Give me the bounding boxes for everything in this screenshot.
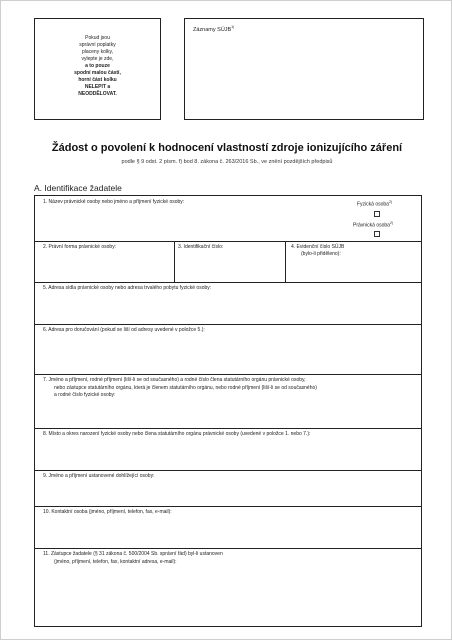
field-10-label: 10. Kontaktní osoba (jméno, příjmení, telefon, fax, e-mail): bbox=[43, 509, 172, 515]
stamp-instructions bbox=[43, 35, 152, 98]
row-divider bbox=[35, 506, 421, 507]
field-9-label: 9. Jméno a příjmení ustanovené dohlížející osoby: bbox=[43, 473, 155, 479]
stamp-line: a to pouze bbox=[85, 63, 110, 69]
field-11-label-line2: (jméno, příjmení, telefon, fax, kontaktní adresa, e-mail): bbox=[54, 558, 177, 565]
row-divider bbox=[35, 324, 421, 325]
stamp-line: horní část kolku bbox=[78, 77, 117, 83]
column-divider bbox=[285, 241, 286, 282]
stamp-line: vylepte je zde, bbox=[81, 56, 114, 62]
field-1-label: 1. Název právnické osoby nebo jméno a příjmení fyzické osoby: bbox=[43, 199, 185, 205]
field-8-label: 8. Místo a okres narození fyzické osoby nebo člena statutárního orgánu právnické osoby (uvedené v položce 1. nebo 7.): bbox=[43, 431, 311, 437]
field-3-label: 3. Identifikační číslo: bbox=[178, 244, 224, 250]
field-6-label: 6. Adresa pro doručování (pokud se liší od adresy uvedené v položce 5.): bbox=[43, 327, 205, 333]
row-divider bbox=[35, 470, 421, 471]
stamp-line: správní poplatky bbox=[79, 42, 116, 48]
natural-person-checkbox[interactable] bbox=[374, 211, 380, 217]
field-5-label: 5. Adresa sídla právnické osoby nebo adresa trvalého pobytu fyzické osoby: bbox=[43, 285, 212, 291]
stamp-line: NELEPIT a bbox=[84, 84, 111, 90]
stamp-line: spodní malou částí, bbox=[74, 70, 121, 76]
row-divider bbox=[35, 428, 421, 429]
column-divider bbox=[174, 241, 175, 282]
section-heading: A. Identifikace žadatele bbox=[34, 183, 122, 193]
field-4-label: 4. Evidenční číslo SÚJB bbox=[291, 244, 345, 250]
field-7-label-line2: nebo zástupce statutárního orgánu, která je členem statutárního orgánu, nebo rodné příjmení (liší-li se od současného) bbox=[54, 384, 317, 391]
row-divider bbox=[35, 282, 421, 283]
field-7-label: 7. Jméno a příjmení, rodné příjmení (liší-li se od současného) a rodné číslo člena statutárního orgánu právnické osoby, bbox=[43, 377, 306, 383]
stamp-line: NEODDĚLOVAT. bbox=[78, 91, 117, 97]
stamp-line: Pokud jsou bbox=[85, 35, 110, 41]
row-divider bbox=[35, 548, 421, 549]
legal-person-label: Právnická osoba$^{2)}$ bbox=[353, 221, 394, 229]
applicant-form bbox=[34, 195, 422, 627]
records-area bbox=[184, 18, 424, 120]
field-4-sublabel: (bylo-li přiděleno): bbox=[301, 251, 341, 257]
legal-person-checkbox[interactable] bbox=[374, 231, 380, 237]
natural-person-label: Fyzická osoba$^{2)}$ bbox=[357, 200, 393, 208]
document-title: Žádost o povolení k hodnocení vlastností zdroje ionizujícího záření bbox=[51, 142, 403, 154]
records-label: Záznamy SÚJB$^{1)}$ bbox=[193, 25, 235, 33]
row-divider bbox=[35, 241, 421, 242]
stamp-line: placeny kolky, bbox=[81, 49, 114, 55]
document-subtitle: podle § 9 odst. 2 písm. f) bod 8. zákona č. 263/2016 Sb., ve znění pozdějších předpisů bbox=[121, 159, 333, 165]
stamp-area bbox=[34, 18, 161, 120]
field-2-label: 2. Právní forma právnické osoby: bbox=[43, 244, 117, 250]
row-divider bbox=[35, 374, 421, 375]
field-7-label-line3: a rodné číslo fyzické osoby: bbox=[54, 392, 116, 398]
field-11-label: 11. Zástupce žadatele (§ 31 zákona č. 500/2004 Sb. správní řád) byl-li ustanoven bbox=[43, 551, 223, 557]
